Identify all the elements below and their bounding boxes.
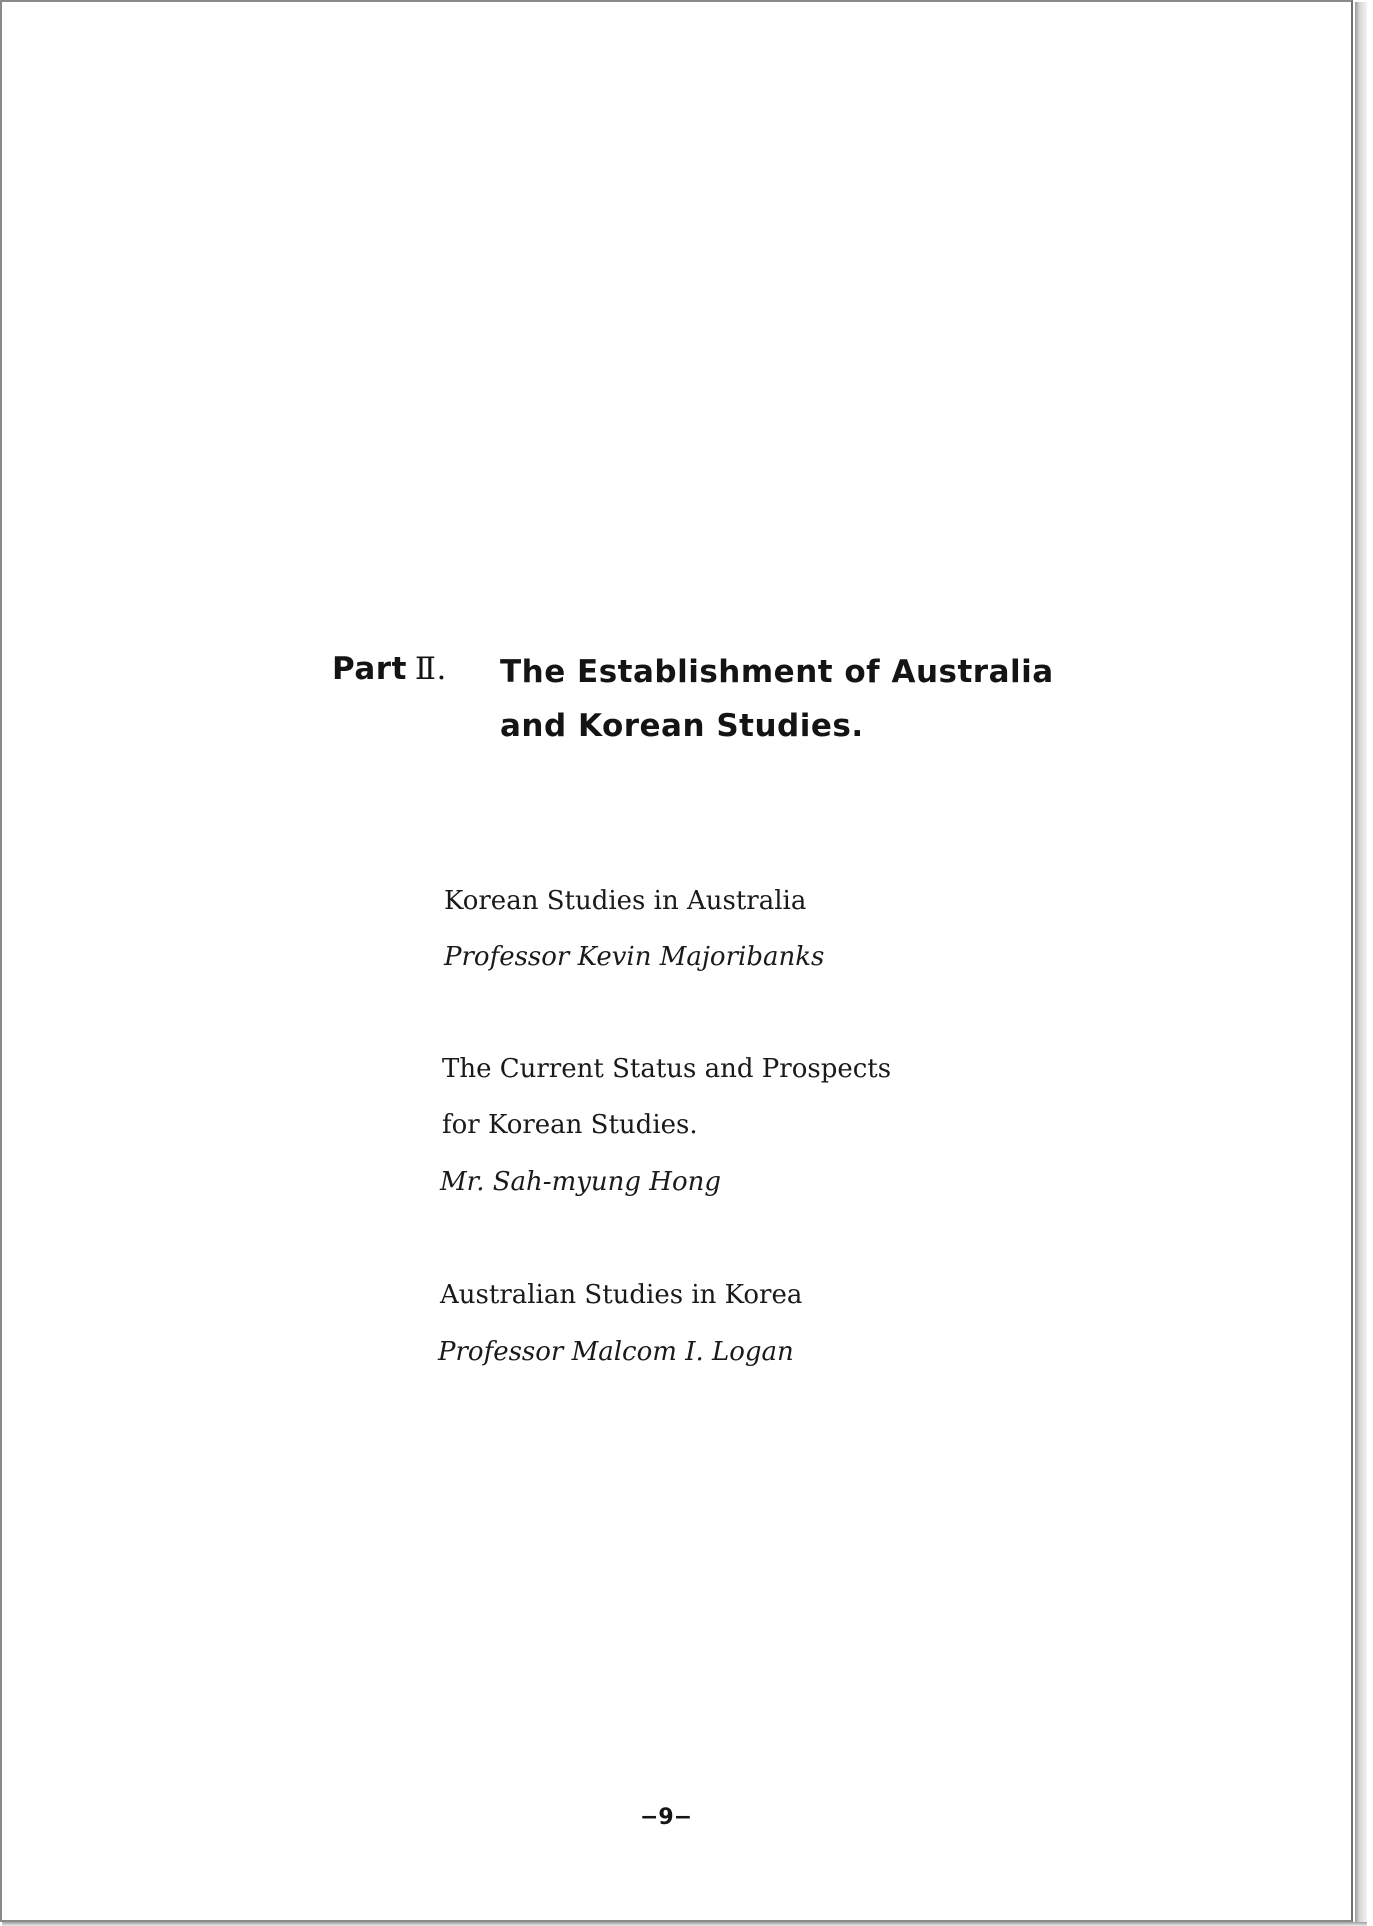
page-bottom-shadow <box>2 1922 1367 1926</box>
page-edge-shadow <box>1355 2 1367 1924</box>
part-heading <box>332 651 447 687</box>
part-numeral: Ⅱ. <box>414 651 447 687</box>
entry-2-title-line-1: The Current Status and Prospects <box>442 1054 892 1084</box>
entry-3-author: Professor Malcom I. Logan <box>438 1337 794 1367</box>
entry-2-author: Mr. Sah-myung Hong <box>440 1167 722 1197</box>
entry-2-title-line-2: for Korean Studies. <box>442 1110 698 1140</box>
entry-3-title: Australian Studies in Korea <box>440 1280 803 1310</box>
part-title-line-2: and Korean Studies. <box>500 708 864 744</box>
part-title-line-1: The Establishment of Australia <box>500 654 1054 690</box>
entry-1-author: Professor Kevin Majoribanks <box>444 942 825 972</box>
entry-1-title: Korean Studies in Australia <box>444 886 807 916</box>
part-label: Part <box>332 651 407 687</box>
page-number: −9− <box>640 1805 693 1830</box>
